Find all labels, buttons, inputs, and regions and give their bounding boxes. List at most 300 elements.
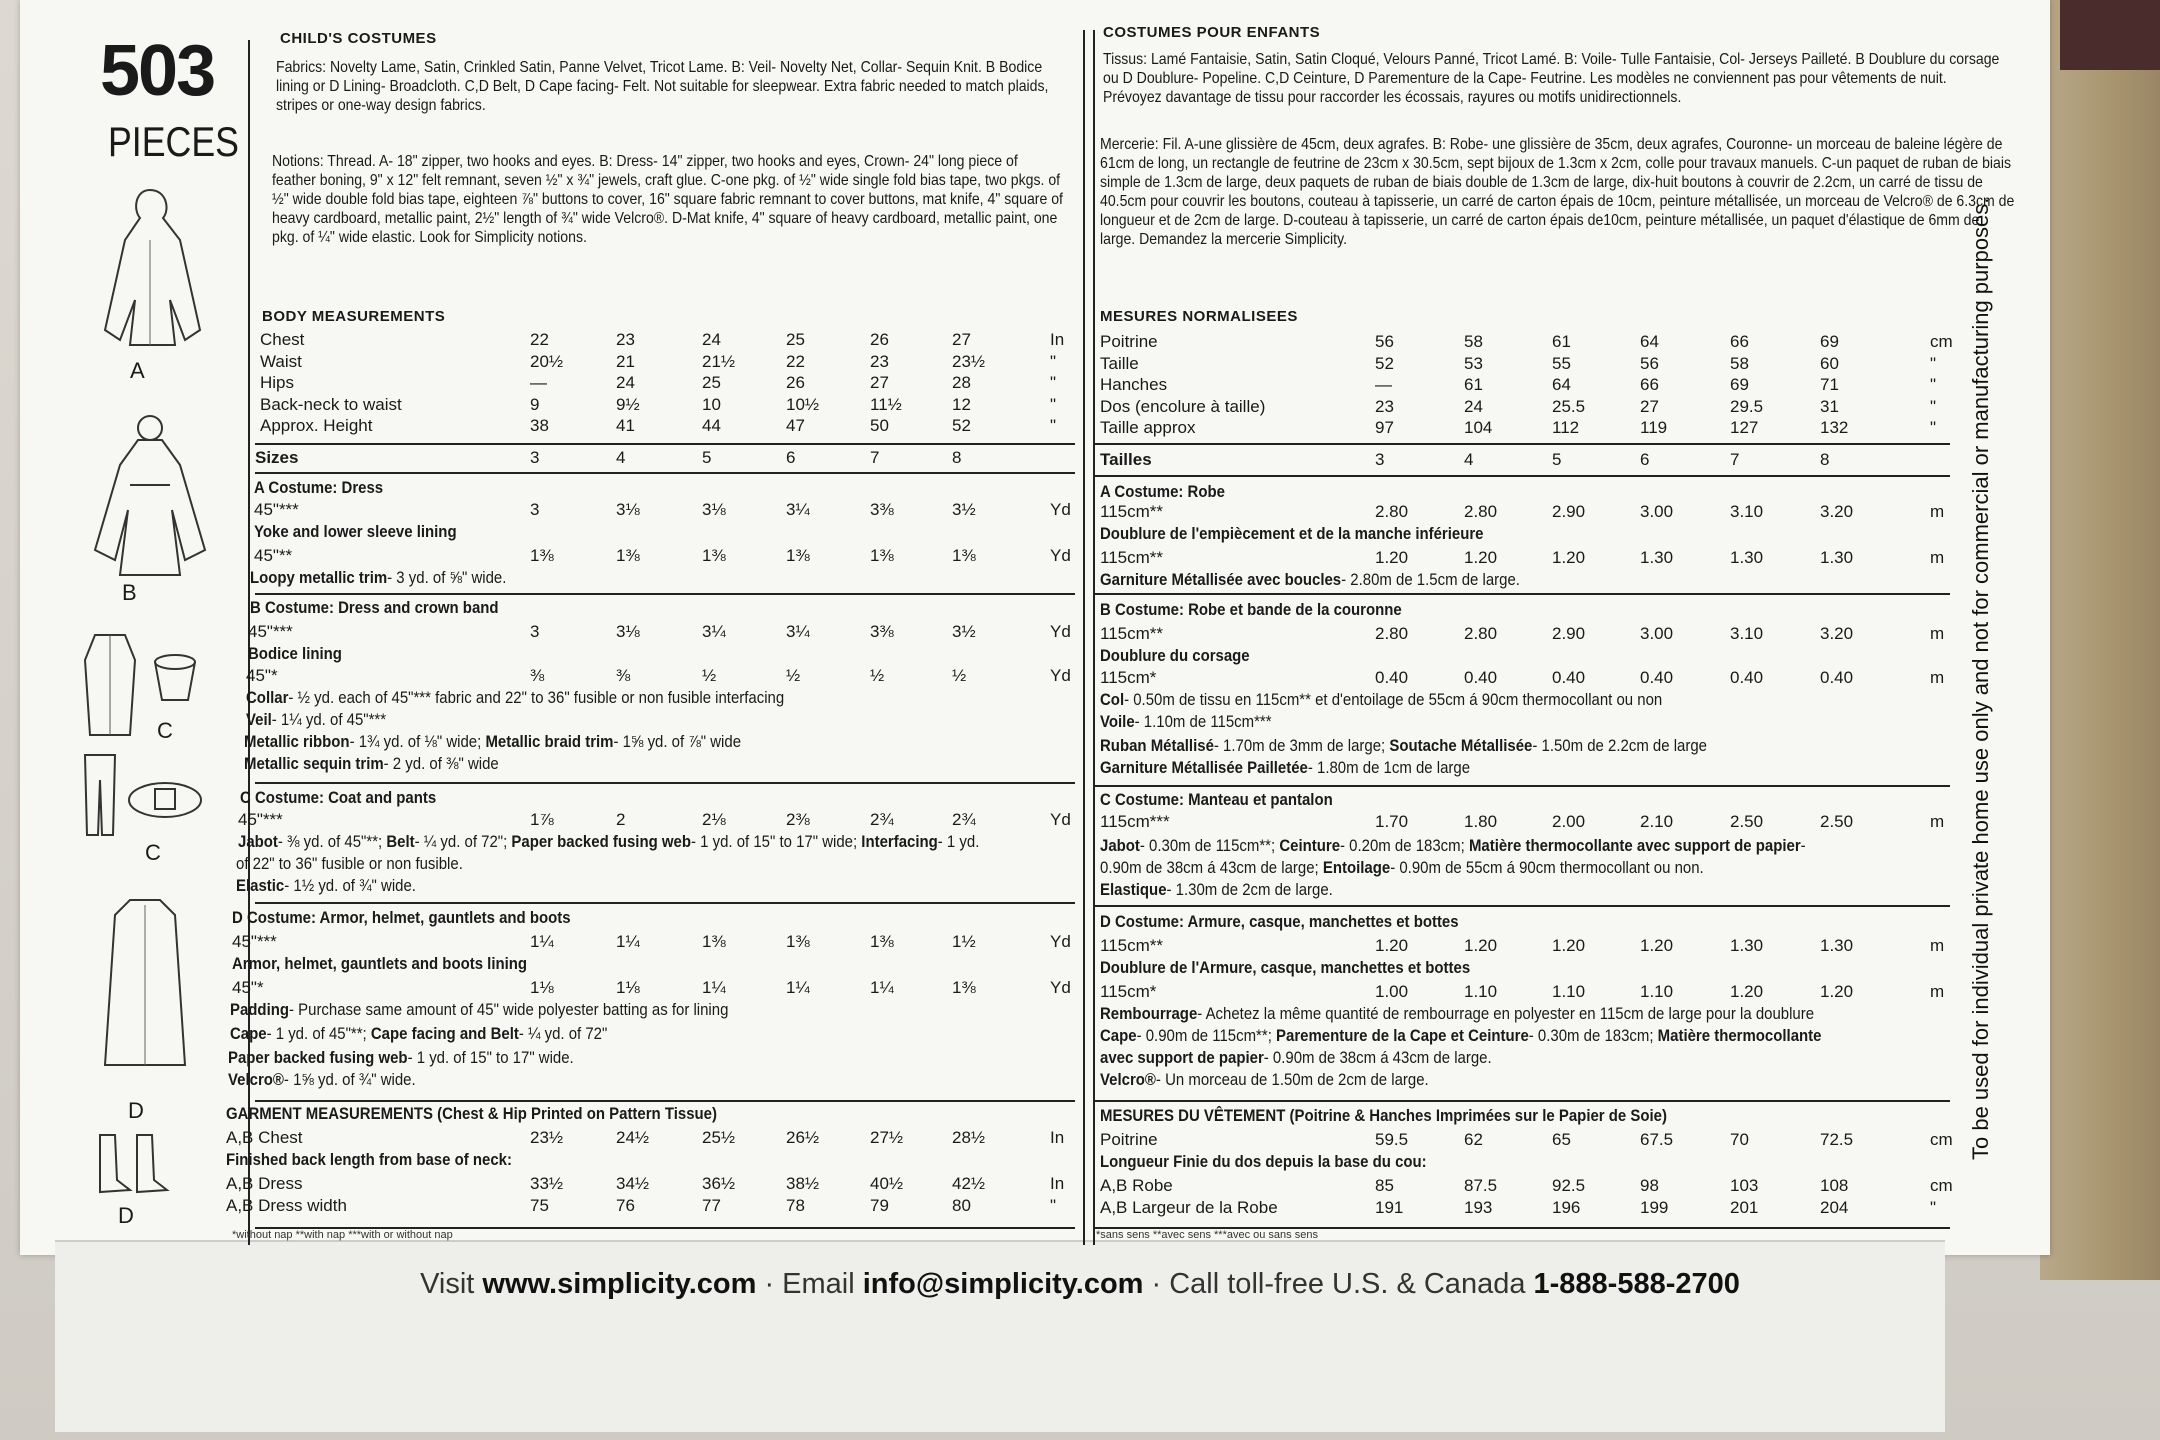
- french-b-ruban-part: - 1.50m de 2.2cm de large: [1532, 736, 1708, 755]
- english-title: CHILD'S COSTUMES: [280, 30, 437, 47]
- french-a-row-label: 115cm**: [1100, 502, 1163, 521]
- french-a-sub: [1100, 524, 1484, 544]
- english-d-paper-part: - 1 yd. of 15" to 17" wide.: [407, 1048, 574, 1067]
- english-b-veil-part: Veil: [246, 710, 272, 729]
- rule: [1095, 905, 1950, 907]
- english-body-value: 26: [786, 373, 805, 392]
- french-body-value: 112: [1552, 418, 1580, 437]
- french-c-title-part: C Costume: Manteau et pantalon: [1100, 790, 1333, 809]
- french-g-title-part: MESURES DU VÊTEMENT (Poitrine & Hanches Imprimées sur le Papier de Soie): [1100, 1106, 1667, 1125]
- english-d-value: 1¼: [616, 932, 640, 951]
- english-g3-value: 75: [530, 1196, 549, 1215]
- french-size: 4: [1464, 450, 1474, 469]
- french-body-value: 69: [1820, 332, 1839, 351]
- french-g2-row-label: A,B Robe: [1100, 1176, 1173, 1195]
- english-c-jabot-part: Jabot: [238, 832, 278, 851]
- english-c-jabot: [238, 832, 979, 852]
- english-a-value: 3: [530, 500, 540, 519]
- rule: [255, 782, 1075, 784]
- view-label-d2: D: [118, 1203, 134, 1228]
- french-title: COSTUMES POUR ENFANTS: [1103, 24, 1321, 41]
- french-body-value: 61: [1464, 375, 1483, 394]
- english-fabrics: Fabrics: Novelty Lame, Satin, Crinkled Satin, Panne Velvet, Tricot Lame. B: Veil- Novelty Net, Collar- Sequin Knit. B Bodice lining or D Lining- Broadcloth. C,D Belt, D Cape facing- Felt. Not suitable for sleepwear. Extra fabric needed to match plaids, stripes or one-way design fabrics.: [276, 59, 1049, 114]
- rule: [255, 902, 1075, 904]
- english-a-row-label: 45"***: [254, 500, 299, 519]
- french-g-unit: cm: [1930, 1130, 1953, 1149]
- english-body-row-label: Waist: [260, 351, 302, 371]
- french-body-value: 29.5: [1730, 396, 1764, 416]
- french-size: 8: [1820, 450, 1830, 469]
- french-b-pail-part: - 1.80m de 1cm de large: [1307, 758, 1471, 777]
- french-b-col-part: - 0.50m de tissu en 115cm** et d'entoilage de 55cm á 90cm thermocollant ou non: [1124, 690, 1663, 709]
- view-label-c2: C: [145, 840, 161, 865]
- french-c-elast: [1100, 880, 1333, 900]
- french-body-value: 66: [1730, 332, 1749, 351]
- french-body-row-label: Hanches: [1100, 375, 1168, 394]
- english-d-velcro-part: Velcro®: [228, 1070, 284, 1089]
- english-d-unit: Yd: [1050, 932, 1071, 951]
- french-b-value: 3.20: [1820, 624, 1854, 643]
- english-g-sub: [226, 1150, 512, 1170]
- english-d-value: 1½: [952, 932, 976, 951]
- envelope-edge: [2040, 0, 2160, 1280]
- english-a2-value: 1⅜: [952, 546, 976, 565]
- french-body-value: 69: [1730, 375, 1749, 394]
- french-b-pail-part: Garniture Métallisée Pailletée: [1100, 758, 1308, 777]
- french-body-value: 53: [1464, 353, 1483, 373]
- french-a-value: 2.80: [1375, 502, 1409, 521]
- english-d-value: 1¼: [530, 932, 554, 951]
- french-size: 6: [1640, 450, 1650, 469]
- french-a-title: [1100, 482, 1225, 502]
- english-body-value: 10½: [786, 394, 820, 414]
- english-d-title: [232, 908, 571, 928]
- english-body-value: 38: [530, 416, 549, 435]
- center-rule-1: [1083, 30, 1085, 1245]
- english-a2-value: 1⅜: [870, 546, 894, 565]
- english-a-value: 3½: [952, 500, 976, 519]
- french-d-value: 1.20: [1640, 936, 1674, 955]
- english-g2-value: 40½: [870, 1174, 904, 1193]
- footer-contact: [0, 1268, 2160, 1301]
- english-g3-value: 76: [616, 1196, 635, 1215]
- french-size: 7: [1730, 450, 1740, 469]
- french-b-pail: [1100, 758, 1470, 778]
- english-b-title-part: B Costume: Dress and crown band: [250, 598, 499, 617]
- english-a2-value: 1⅜: [786, 546, 810, 565]
- french-g3-value: 204: [1820, 1198, 1849, 1217]
- english-g-value: 28½: [952, 1128, 986, 1147]
- french-a2-value: 1.20: [1464, 548, 1498, 567]
- french-a-value: 3.10: [1730, 502, 1764, 521]
- french-b-sub-part: Doublure du corsage: [1100, 646, 1250, 665]
- french-b-voile-part: - 1.10m de 115cm***: [1134, 712, 1272, 731]
- english-d-pad-part: Padding: [230, 1000, 290, 1019]
- english-g-value: 25½: [702, 1128, 736, 1147]
- french-body-value: —: [1375, 375, 1392, 394]
- french-c-elast-part: - 1.30m de 2cm de large.: [1166, 880, 1333, 899]
- french-tissus: Tissus: Lamé Fantaisie, Satin, Satin Cloqué, Velours Panné, Tricot Lamé. B: Voile- Tulle Fantaisie, Col- Jerseys Pailleté. B Doublure du corsage ou D Doublure- Popeline. C,D Ceinture, D Parementure de la Cape- Feutrine. Les modèles ne conviennent pas pour vêtements de nuit. Prévoyez davantage de tissu pour raccorder les écossais, rayures ou motifs unidirectionnels.: [1103, 51, 2000, 106]
- english-size: 3: [530, 448, 540, 467]
- french-b2-value: 0.40: [1375, 668, 1409, 687]
- pattern-number: 503: [100, 31, 215, 111]
- french-d2-value: 1.00: [1375, 982, 1409, 1001]
- english-d-title-part: D Costume: Armor, helmet, gauntlets and boots: [232, 908, 571, 927]
- english-body-value: 52: [952, 416, 971, 435]
- english-body-unit: In: [1050, 330, 1065, 349]
- french-d-value: 1.20: [1552, 936, 1586, 955]
- french-d-mat-part: avec support de papier: [1100, 1048, 1264, 1067]
- english-a2-value: 1⅜: [702, 546, 726, 565]
- french-d2-unit: m: [1930, 982, 1945, 1001]
- french-body-value: 132: [1820, 418, 1849, 437]
- french-c-value: 2.00: [1552, 812, 1586, 831]
- french-d-unit: m: [1930, 936, 1945, 955]
- french-b-value: 2.90: [1552, 624, 1586, 643]
- french-c-value: 1.70: [1375, 812, 1409, 831]
- english-c-value: 2: [616, 810, 626, 829]
- french-body-value: 119: [1640, 418, 1668, 437]
- english-body-unit: ": [1050, 351, 1057, 371]
- english-d-value: 1⅜: [786, 932, 810, 951]
- english-b-value: 3⅜: [870, 622, 894, 641]
- french-b-col-part: Col: [1100, 690, 1125, 709]
- english-c-jabot-part: - ¼ yd. of 72";: [414, 832, 508, 851]
- french-body-value: 56: [1375, 332, 1394, 351]
- english-g2-unit: In: [1050, 1174, 1065, 1193]
- english-body-title: BODY MEASUREMENTS: [262, 308, 446, 325]
- english-c-jabot-part: - 1 yd.: [937, 832, 980, 851]
- rule: [255, 472, 1075, 474]
- french-g3-value: 191: [1375, 1198, 1404, 1217]
- pieces-label: PIECES: [108, 118, 239, 165]
- english-g-title: [226, 1104, 717, 1124]
- english-a2-value: 1⅜: [616, 546, 640, 565]
- english-d-velcro-part: - 1⅝ yd. of ¾" wide.: [283, 1070, 416, 1089]
- english-d2-value: 1⅜: [952, 978, 976, 997]
- french-b-unit: m: [1930, 624, 1945, 643]
- view-label-d: D: [128, 1098, 144, 1123]
- footer-email-link[interactable]: info@simplicity.com: [862, 1268, 1144, 1300]
- french-c-value: 1.80: [1464, 812, 1498, 831]
- french-b2-row-label: 115cm*: [1100, 668, 1157, 687]
- rule: [255, 443, 1075, 445]
- french-b-value: 2.80: [1375, 624, 1409, 643]
- english-a-trim-part: Loopy metallic trim: [250, 568, 388, 587]
- footer-visit: Visit: [420, 1268, 483, 1300]
- english-body-row-label: Chest: [260, 330, 305, 349]
- english-d-cape: [230, 1024, 607, 1044]
- english-c-jabot-part: - ⅜ yd. of 45"**;: [277, 832, 383, 851]
- french-b-value: 2.80: [1464, 624, 1498, 643]
- english-b-collar-part: - ½ yd. each of 45"*** fabric and 22" to 36" fusible or non fusible interfacing: [288, 688, 785, 707]
- english-body-value: 21½: [702, 351, 736, 371]
- english-c-elastic-part: - 1½ yd. of ¾" wide.: [284, 876, 416, 895]
- french-a2-value: 1.30: [1820, 548, 1854, 567]
- french-d2-value: 1.10: [1552, 982, 1586, 1001]
- english-sizes-label: Sizes: [255, 448, 299, 467]
- french-b2-value: 0.40: [1464, 668, 1498, 687]
- french-body-value: 66: [1640, 375, 1659, 394]
- french-d2-value: 1.10: [1464, 982, 1498, 1001]
- french-g3-row-label: A,B Largeur de la Robe: [1100, 1198, 1278, 1217]
- french-body-row-label: Dos (encolure à taille): [1100, 396, 1266, 416]
- english-g-unit: In: [1050, 1128, 1065, 1147]
- english-c-jabot-part: Interfacing: [861, 832, 938, 851]
- english-g2-value: 33½: [530, 1174, 564, 1193]
- english-g2-value: 42½: [952, 1174, 986, 1193]
- english-b2-value: ½: [702, 666, 717, 685]
- english-b2-unit: Yd: [1050, 666, 1071, 685]
- english-c-value: 2⅛: [702, 810, 726, 829]
- english-d-paper: [228, 1048, 574, 1068]
- french-body-title: MESURES NORMALISEES: [1100, 308, 1298, 325]
- english-c-inter2: [236, 854, 463, 874]
- english-a-unit: Yd: [1050, 500, 1071, 519]
- english-g3-unit: ": [1050, 1196, 1057, 1215]
- french-c-ent: [1100, 858, 1704, 878]
- french-b2-value: 0.40: [1730, 668, 1764, 687]
- french-body-value: 60: [1820, 353, 1839, 373]
- french-d-mat-part: - 0.90m de 38cm á 43cm de large.: [1263, 1048, 1492, 1067]
- english-b-ribbon-part: - 1⅝ yd. of ⅞" wide: [613, 732, 742, 751]
- french-size: 5: [1552, 450, 1562, 469]
- french-b-ruban-part: - 1.70m de 3mm de large;: [1213, 736, 1386, 755]
- french-body-row-label: Taille: [1100, 353, 1139, 373]
- english-body-value: 44: [702, 416, 721, 435]
- french-g-value: 62: [1464, 1130, 1483, 1149]
- english-b-ribbon: [244, 732, 741, 752]
- english-size: 7: [870, 448, 880, 467]
- english-body-value: 23: [870, 351, 889, 371]
- english-a-title-part: A Costume: Dress: [254, 478, 384, 497]
- english-body-value: 12: [952, 394, 971, 414]
- french-d-cape: [1100, 1026, 1821, 1046]
- french-d-sub: [1100, 958, 1470, 978]
- french-g2-value: 85: [1375, 1176, 1394, 1195]
- footer-website-link[interactable]: www.simplicity.com: [482, 1268, 757, 1300]
- french-b-row-label: 115cm**: [1100, 624, 1163, 643]
- french-d-value: 1.20: [1464, 936, 1498, 955]
- english-d-row-label: 45"***: [232, 932, 277, 951]
- english-notions: Notions: Thread. A- 18" zipper, two hooks and eyes. B: Dress- 14" zipper, two hooks and eyes, Crown- 24" long piece of feather boning, 9" x 12" felt remnant, seven ½" x ¾" jewels, craft glue. C-one pkg. of ½" wide single fold bias tape, two pkgs. of ½" wide double fold bias tape, eighteen ⅞" buttons to cover, 16" square fabric remnant to cover buttons, mat knife, 4" square of heavy cardboard, metallic paint, 2½" length of ¾" wide Velcro®. D-Mat knife, 4" square of heavy cardboard, metallic paint, one pkg. of ¼" wide elastic. Look for Simplicity notions.: [272, 153, 1063, 246]
- french-a-value: 2.80: [1464, 502, 1498, 521]
- french-body-value: 64: [1552, 375, 1571, 394]
- view-b-sketch: [90, 410, 210, 580]
- french-body-value: 24: [1464, 396, 1483, 416]
- english-body-value: 27: [870, 373, 889, 392]
- french-a2-row-label: 115cm**: [1100, 548, 1163, 567]
- english-d-cape-part: Cape: [230, 1024, 267, 1043]
- english-g-value: 26½: [786, 1128, 820, 1147]
- french-sizes-label: Tailles: [1100, 450, 1152, 469]
- footer-call: · Call toll-free U.S. & Canada: [1143, 1268, 1534, 1300]
- french-d-title: [1100, 912, 1459, 932]
- french-body-value: 104: [1464, 418, 1493, 437]
- english-body-value: 26: [870, 330, 889, 349]
- english-c-value: 1⅞: [530, 810, 554, 829]
- french-c-elast-part: Elastique: [1100, 880, 1167, 899]
- french-g3-value: 193: [1464, 1198, 1493, 1217]
- french-d-remb-part: Rembourrage: [1100, 1004, 1198, 1023]
- english-g-title-part: GARMENT MEASUREMENTS (Chest & Hip Printed on Pattern Tissue): [226, 1104, 717, 1123]
- french-body-value: 56: [1640, 353, 1659, 373]
- french-a2-value: 1.20: [1552, 548, 1586, 567]
- view-c-coat-sketch: [80, 630, 140, 740]
- french-body-value: 58: [1730, 353, 1749, 373]
- english-body-row-label: Approx. Height: [260, 416, 373, 435]
- english-b-value: 3¼: [702, 622, 726, 641]
- english-a-trim: [250, 568, 506, 588]
- english-g-value: 27½: [870, 1128, 904, 1147]
- french-body-unit: cm: [1930, 332, 1953, 351]
- english-body-value: 22: [530, 330, 549, 349]
- english-body-value: 24: [616, 373, 635, 392]
- english-g2-row-label: A,B Dress: [226, 1174, 303, 1193]
- english-g-value: 24½: [616, 1128, 650, 1147]
- belt-sketch: [125, 775, 205, 825]
- rule: [255, 593, 1075, 595]
- english-d2-unit: Yd: [1050, 978, 1071, 997]
- french-a2-unit: m: [1930, 548, 1945, 567]
- english-a2-row-label: 45"**: [254, 546, 293, 565]
- french-b2-value: 0.40: [1820, 668, 1854, 687]
- english-b-title: [250, 598, 499, 618]
- french-a-trim: [1100, 570, 1520, 590]
- english-a2-unit: Yd: [1050, 546, 1071, 565]
- english-b-veil-part: - 1¼ yd. of 45"***: [271, 710, 387, 729]
- english-b-value: 3⅛: [616, 622, 640, 641]
- english-b2-value: ½: [952, 666, 967, 685]
- french-g-value: 65: [1552, 1130, 1571, 1149]
- english-body-value: 41: [616, 416, 635, 435]
- french-c-jabot-part: Ceinture: [1279, 836, 1341, 855]
- french-c-jabot-part: - 0.20m de 183cm;: [1340, 836, 1465, 855]
- french-b-value: 3.00: [1640, 624, 1674, 643]
- english-body-value: 21: [616, 351, 635, 371]
- english-body-row-label: Hips: [260, 373, 295, 392]
- english-g3-value: 80: [952, 1196, 971, 1215]
- english-d2-value: 1¼: [786, 978, 810, 997]
- french-g-title: [1100, 1106, 1667, 1126]
- english-size: 4: [616, 448, 626, 467]
- french-a2-value: 1.30: [1730, 548, 1764, 567]
- english-a-value: 3⅛: [702, 500, 726, 519]
- french-b-ruban: [1100, 736, 1707, 756]
- english-a2-value: 1⅜: [530, 546, 554, 565]
- french-c-jabot-part: Jabot: [1100, 836, 1140, 855]
- english-b-value: 3¼: [786, 622, 810, 641]
- english-d-velcro: [228, 1070, 416, 1090]
- english-body-value: 22: [786, 351, 805, 371]
- english-b-sub-part: Bodice lining: [248, 644, 342, 663]
- english-d-sub: [232, 954, 527, 974]
- english-size: 8: [952, 448, 962, 467]
- english-d-paper-part: Paper backed fusing web: [228, 1048, 408, 1067]
- french-b2-value: 0.40: [1640, 668, 1674, 687]
- english-c-unit: Yd: [1050, 810, 1071, 829]
- english-g2-value: 36½: [702, 1174, 736, 1193]
- french-b2-value: 0.40: [1552, 668, 1586, 687]
- french-b-value: 3.10: [1730, 624, 1764, 643]
- french-a2-value: 1.20: [1375, 548, 1409, 567]
- french-body-value: 61: [1552, 332, 1571, 351]
- english-d-pad-part: - Purchase same amount of 45" wide polyester batting as for lining: [289, 1000, 729, 1019]
- english-b-row-label: 45"***: [248, 622, 293, 641]
- french-c-value: 2.50: [1820, 812, 1854, 831]
- english-body-unit: ": [1050, 394, 1057, 414]
- french-body-unit: ": [1930, 375, 1937, 394]
- french-b-col: [1100, 690, 1662, 710]
- french-body-value: 27: [1640, 396, 1659, 416]
- envelope-corner: [2060, 0, 2160, 70]
- french-body-value: 23: [1375, 396, 1394, 416]
- english-body-unit: ": [1050, 416, 1057, 435]
- english-body-value: 25: [786, 330, 805, 349]
- boots-sketch: [95, 1130, 175, 1200]
- english-c-jabot-part: - 1 yd. of 15" to 17" wide;: [690, 832, 858, 851]
- english-body-value: 28: [952, 373, 971, 392]
- french-d-cape-part: - 0.90m de 115cm**;: [1136, 1026, 1272, 1045]
- french-b-title-part: B Costume: Robe et bande de la couronne: [1100, 600, 1402, 619]
- french-c-value: 2.10: [1640, 812, 1674, 831]
- english-g2-value: 34½: [616, 1174, 650, 1193]
- french-c-jabot-part: - 0.30m de 115cm**;: [1139, 836, 1276, 855]
- crown-sketch: [150, 650, 200, 710]
- french-g2-value: 103: [1730, 1176, 1759, 1195]
- english-body-value: —: [530, 373, 547, 392]
- english-size: 6: [786, 448, 796, 467]
- french-d2-value: 1.20: [1730, 982, 1764, 1001]
- english-body-value: 27: [952, 330, 971, 349]
- english-b-sub: [248, 644, 342, 664]
- french-b-sub: [1100, 646, 1250, 666]
- english-g2-value: 38½: [786, 1174, 820, 1193]
- english-g-value: 23½: [530, 1128, 564, 1147]
- english-d2-value: 1⅛: [616, 978, 640, 997]
- english-c-jabot-part: Paper backed fusing web: [511, 832, 691, 851]
- english-a-trim-part: - 3 yd. of ⅝" wide.: [387, 568, 507, 587]
- french-size: 3: [1375, 450, 1385, 469]
- french-c-value: 2.50: [1730, 812, 1764, 831]
- french-body-value: 97: [1375, 418, 1394, 437]
- footer-phone: 1-888-588-2700: [1533, 1268, 1740, 1300]
- rule: [1095, 443, 1950, 445]
- french-d2-row-label: 115cm*: [1100, 982, 1157, 1001]
- french-body-row-label: Taille approx: [1100, 418, 1196, 437]
- english-a-value: 3¼: [786, 500, 810, 519]
- english-g-row-label: A,B Chest: [226, 1128, 303, 1147]
- view-label-c: C: [157, 718, 173, 743]
- french-b2-unit: m: [1930, 668, 1945, 687]
- english-d2-value: 1⅛: [530, 978, 554, 997]
- french-d-sub-part: Doublure de l'Armure, casque, manchettes et bottes: [1100, 958, 1471, 977]
- french-body-value: 71: [1820, 375, 1839, 394]
- french-g2-value: 92.5: [1552, 1176, 1586, 1195]
- english-body-value: 25: [702, 373, 721, 392]
- english-b-ribbon-part: Metallic braid trim: [485, 732, 614, 751]
- french-body-value: 25.5: [1552, 396, 1586, 416]
- english-a-sub-part: Yoke and lower sleeve lining: [254, 522, 457, 541]
- french-d-velcro: [1100, 1070, 1429, 1090]
- french-c-ent-part: 0.90m de 38cm á 43cm de large;: [1100, 858, 1319, 877]
- rule: [1095, 593, 1950, 595]
- french-body-value: 58: [1464, 332, 1483, 351]
- french-c-jabot-part: Matière thermocollante avec support de papier: [1468, 836, 1801, 855]
- english-g3-value: 79: [870, 1196, 889, 1215]
- english-c-title-part: C Costume: Coat and pants: [240, 788, 437, 807]
- french-c-jabot-part: -: [1800, 836, 1806, 855]
